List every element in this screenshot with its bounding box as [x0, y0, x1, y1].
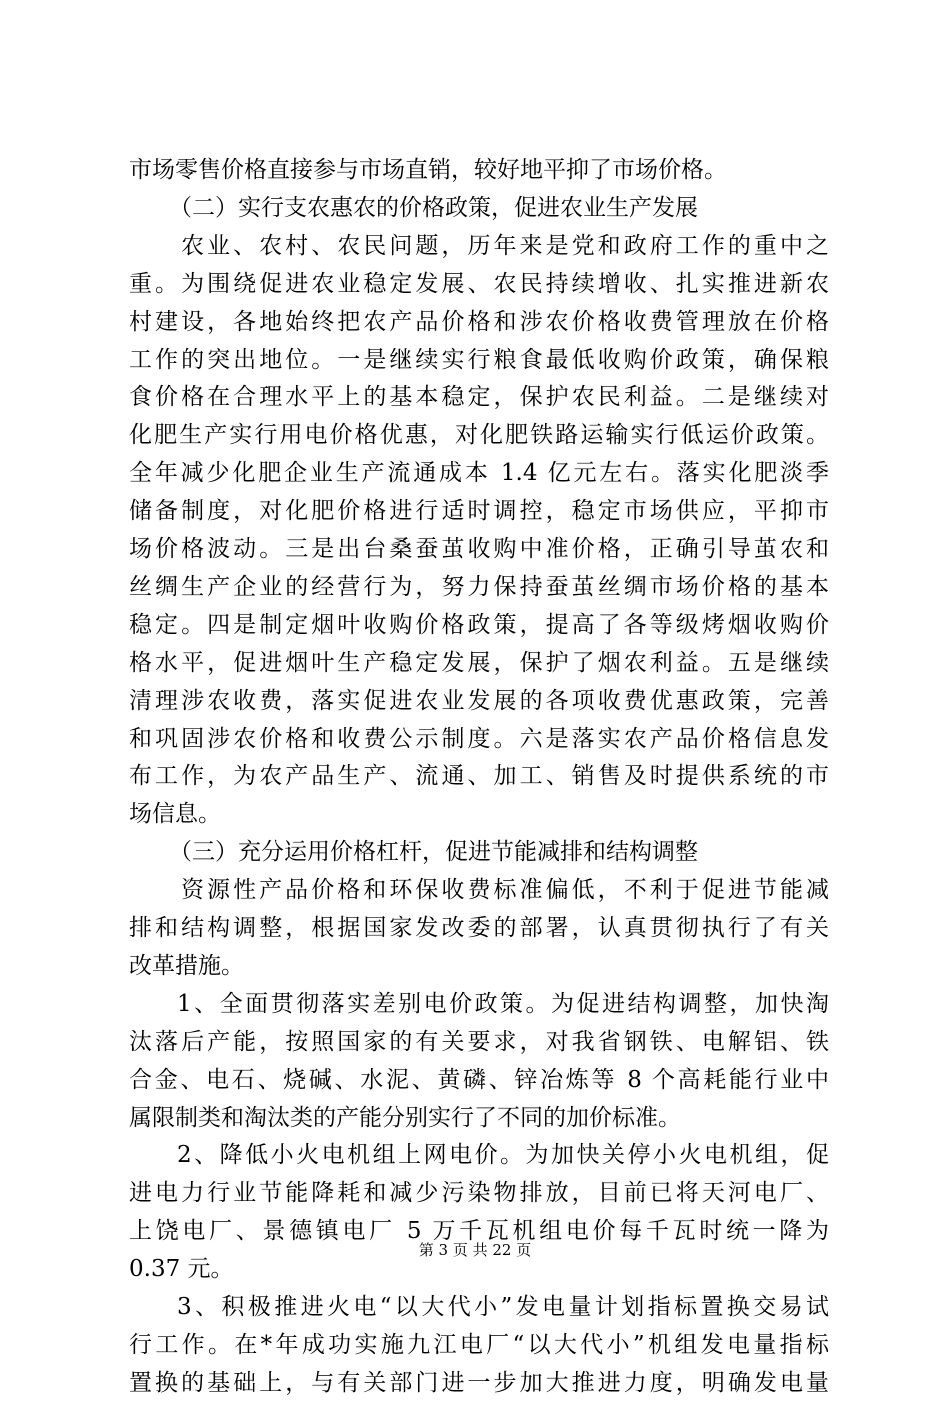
body-line: 上饶电厂、景德镇电厂 5 万千瓦机组电价每千瓦时统一降为 — [129, 1218, 829, 1244]
body-line: 丝绸生产企业的经营行为，努力保持蚕茧丝绸市场价格的基本 — [129, 574, 829, 600]
body-line: 稳定。四是制定烟叶收购价格政策，提高了各等级烤烟收购价 — [129, 612, 829, 638]
body-line: 排和结构调整，根据国家发改委的部署，认真贯彻执行了有关 — [129, 915, 829, 941]
body-line: 置换的基础上，与有关部门进一步加大推进力度，明确发电量 — [129, 1370, 829, 1396]
body-line: 汰落后产能，按照国家的有关要求，对我省钢铁、电解铝、铁 — [129, 1029, 829, 1055]
page-footer: 第 3 页 共 22 页 — [418, 1241, 532, 1259]
body-line: 3、积极推进火电“以大代小”发电量计划指标置换交易试 — [177, 1294, 829, 1320]
body-line: 农业、农村、农民问题，历年来是党和政府工作的重中之 — [181, 233, 829, 259]
body-line: 清理涉农收费，落实促进农业发展的各项收费优惠政策，完善 — [129, 688, 829, 714]
body-line: 2、降低小火电机组上网电价。为加快关停小火电机组，促 — [177, 1142, 829, 1168]
body-line: 行工作。在*年成功实施九江电厂“以大代小”机组发电量指标 — [129, 1332, 829, 1358]
body-line: （二）实行支农惠农的价格政策，促进农业生产发展 — [169, 195, 698, 221]
body-line: 市场零售价格直接参与市场直销，较好地平抑了市场价格。 — [129, 157, 727, 183]
body-line: 储备制度，对化肥价格进行适时调控，稳定市场供应，平抑市 — [129, 498, 829, 524]
body-line: 重。为围绕促进农业稳定发展、农民持续增收、扎实推进新农 — [129, 271, 829, 297]
body-line: 1、全面贯彻落实差别电价政策。为促进结构调整，加快淘 — [177, 991, 829, 1017]
body-line: （三）充分运用价格杠杆，促进节能减排和结构调整 — [169, 839, 698, 865]
body-line: 进电力行业节能降耗和减少污染物排放，目前已将天河电厂、 — [129, 1180, 829, 1206]
body-line: 村建设，各地始终把农产品价格和涉农价格收费管理放在价格 — [129, 309, 829, 335]
body-line: 资源性产品价格和环保收费标准偏低，不利于促进节能减 — [181, 877, 829, 903]
body-line: 属限制类和淘汰类的产能分别实行了不同的加价标准。 — [129, 1105, 681, 1131]
body-line: 改革措施。 — [129, 953, 244, 979]
body-line: 工作的突出地位。一是继续实行粮食最低收购价政策，确保粮 — [129, 347, 829, 373]
body-line: 场价格波动。三是出台桑蚕茧收购中准价格，正确引导茧农和 — [129, 536, 829, 562]
body-line: 化肥生产实行用电价格优惠，对化肥铁路运输实行低运价政策。 — [129, 422, 829, 448]
body-line: 食价格在合理水平上的基本稳定，保护农民利益。二是继续对 — [129, 384, 829, 410]
body-line: 0.37 元。 — [129, 1256, 234, 1282]
body-line: 场信息。 — [129, 801, 221, 827]
body-line: 和巩固涉农价格和收费公示制度。六是落实农产品价格信息发 — [129, 726, 829, 752]
body-line: 全年减少化肥企业生产流通成本 1.4 亿元左右。落实化肥淡季 — [129, 460, 829, 486]
body-line: 合金、电石、烧碱、水泥、黄磷、锌冶炼等 8 个高耗能行业中 — [129, 1067, 829, 1093]
body-line: 布工作，为农产品生产、流通、加工、销售及时提供系统的市 — [129, 763, 829, 789]
body-line: 格水平，促进烟叶生产稳定发展，保护了烟农利益。五是继续 — [129, 650, 829, 676]
